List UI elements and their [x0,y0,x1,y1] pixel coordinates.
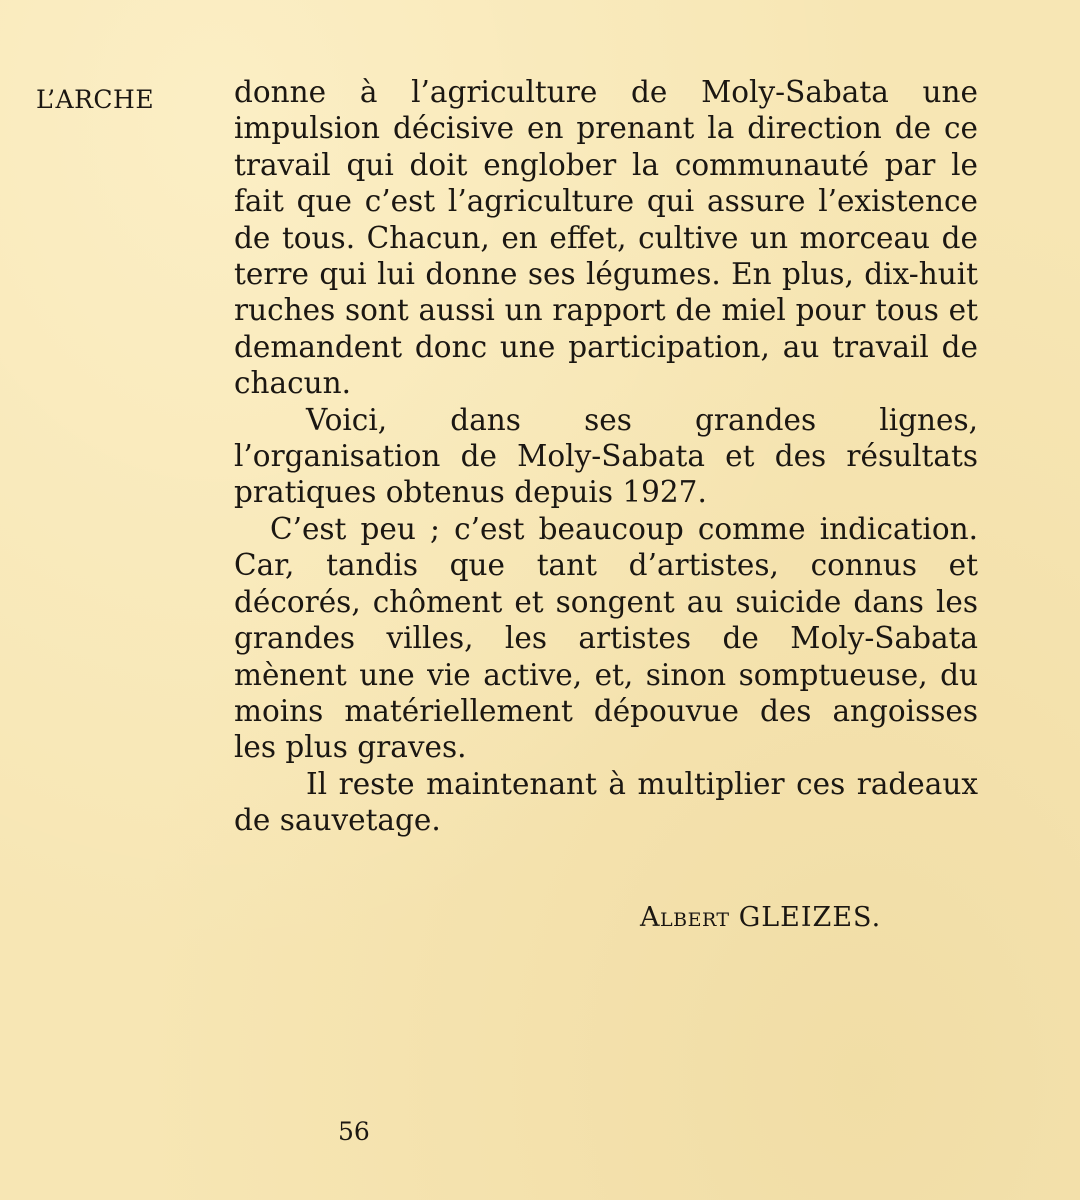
author-signature [640,898,881,938]
page-number: 56 [338,1117,370,1146]
paragraph-4: Il reste maintenant à multiplier ces radeaux de sauvetage. [234,766,978,838]
paragraph-1: donne à l’agriculture de Moly-Sabata une impulsion décisive en prenant la direction de ce travail qui doit englober la communauté par le fait que c’est l’agriculture qui assure l’existence de tous. Chacun, en effet, cultive un morceau de terre qui lui donne ses légumes. En plus, dix-huit ruches sont aussi un rapport de miel pour tous et demandent donc une participation, au travail de chacun. [234,75,978,401]
author-last-name: GLEIZES. [738,902,882,933]
running-head: L’ARCHE [36,85,155,114]
paragraph-3: C’est peu ; c’est beaucoup comme indication. Car, tandis que tant d’artistes, connus et décorés, chôment et songent au suicide dans les grandes villes, les artistes de Moly-Sabata mènent une vie active, et, sinon somptueuse, du moins matériellement dépouvue des angoisses les plus graves. [234,511,978,765]
paragraph-2: Voici, dans ses grandes lignes, l’organisation de Moly-Sabata et des résultats pratiques obtenus depuis 1927. [234,402,978,510]
author-first-name: Albert [640,902,730,933]
body-text [234,74,978,839]
